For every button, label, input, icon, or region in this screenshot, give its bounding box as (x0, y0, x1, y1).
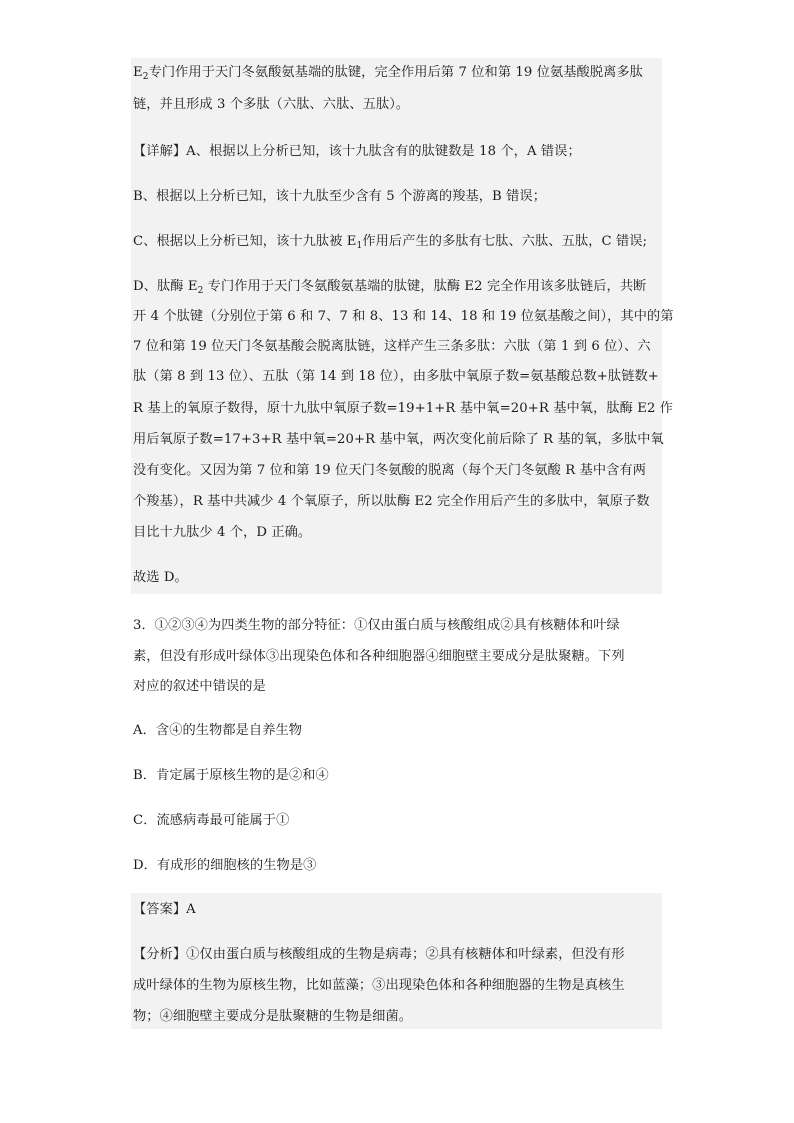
question3-option-c: C．流感病毒最可能属于① (133, 813, 290, 828)
explanation-line-2: 链，并且形成 3 个多肽（六肽、六肽、五肽）。 (133, 97, 410, 112)
detail-option-d-line-3: 7 位和第 19 位天门冬氨基酸会脱离肽链，这样产生三条多肽：六肽（第 1 到 6 位）、六 (133, 339, 651, 354)
question3-analysis-line-3: 物；④细胞壁主要成分是肽聚糖的生物是细菌。 (133, 1009, 413, 1024)
detail-option-d-line-4: 肽（第 8 到 13 位）、五肽（第 14 到 18 位），由多肽中氧原子数=氨基酸总数+肽链数+ (133, 369, 659, 384)
detail-option-d-line-1: D、肽酶 $E_2$ 专门作用于天门冬氨酸氨基端的肽键，肽酶 E2 完全作用该多肽链后，共断 (133, 279, 647, 296)
detail-option-d-line-2: 开 4 个肽键（分别位于第 6 和 7、7 和 8、13 和 14、18 和 19 位氨基酸之间），其中的第 (133, 309, 674, 324)
detail-label: 【详解】 (133, 144, 187, 159)
question3-option-b: B．肯定属于原核生物的是②和④ (133, 768, 329, 783)
question3-stem-line-1: 3．①②③④为四类生物的部分特征：①仅由蛋白质与核酸组成②具有核糖体和叶绿 (133, 618, 620, 633)
question3-answer: 【答案】A (133, 902, 196, 917)
detail-option-d-line-5: R 基上的氧原子数得，原十九肽中氧原子数=19+1+R 基中氧=20+R 基中氧，肽酶 E2 作 (133, 401, 674, 416)
question3-stem-line-2: 素，但没有形成叶绿体③出现染色体和各种细胞器④细胞壁主要成分是肽聚糖。下列 (133, 649, 625, 664)
detail-option-d-line-7: 没有变化。又因为第 7 位和第 19 位天门冬氨酸的脱离（每个天门冬氨酸 R 基中含有两 (133, 463, 647, 478)
explanation-line-1: $E_2$专门作用于天门冬氨酸氨基端的肽键，完全作用后第 7 位和第 19 位氨基酸脱离多肽 (133, 65, 643, 82)
detail-option-d-line-8: 个羧基），R 基中共减少 4 个氧原子，所以肽酶 E2 完全作用后产生的多肽中，氧原子数 (133, 494, 650, 509)
question3-stem-line-3: 对应的叙述中错误的是 (133, 679, 266, 694)
question3-option-d: D．有成形的细胞核的生物是③ (133, 858, 317, 873)
detail-option-c: C、根据以上分析已知，该十九肽被 $E_1$作用后产生的多肽有七肽、六肽、五肽，C 错误; (133, 234, 648, 251)
detail-conclusion: 故选 D。 (133, 570, 188, 585)
question3-option-a: A．含④的生物都是自养生物 (133, 723, 303, 738)
detail-option-d-line-9: 目比十九肽少 4 个，D 正确。 (133, 525, 312, 540)
detail-option-d-line-6: 用后氧原子数=17+3+R 基中氧=20+R 基中氧，两次变化前后除了 R 基的氧，多肽中氧 (133, 432, 664, 447)
detail-option-b: B、根据以上分析已知，该十九肽至少含有 5 个游离的羧基，B 错误； (133, 189, 546, 204)
question3-analysis-line-2: 成叶绿体的生物为原核生物，比如蓝藻；③出现染色体和各种细胞器的生物是真核生 (133, 978, 625, 993)
question3-analysis-line-1: 【分析】①仅由蛋白质与核酸组成的生物是病毒；②具有核糖体和叶绿素，但没有形 (133, 947, 625, 962)
detail-option-a: 【详解】A、根据以上分析已知，该十九肽含有的肽键数是 18 个，A 错误； (133, 144, 581, 159)
